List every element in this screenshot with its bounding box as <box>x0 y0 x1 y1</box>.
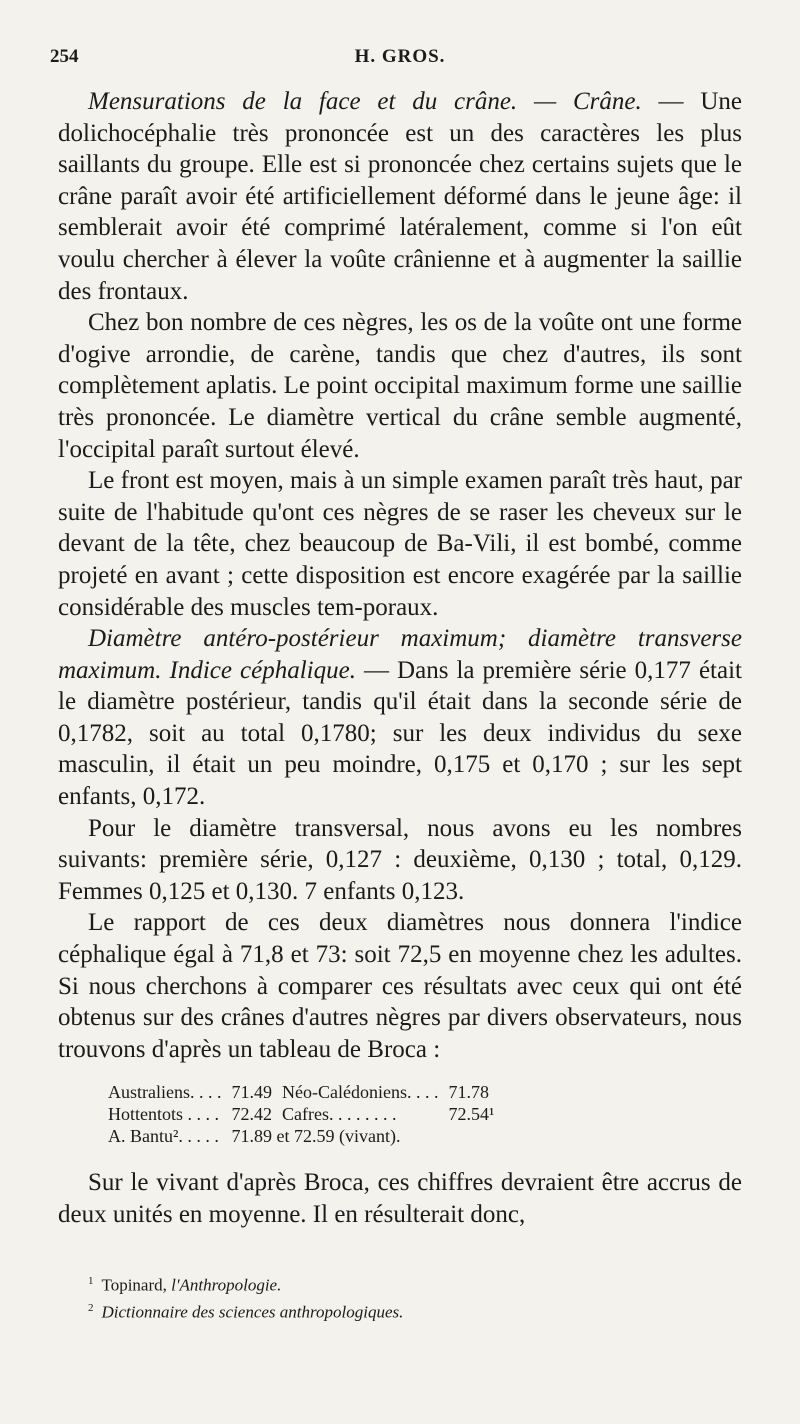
table-row <box>108 1103 504 1125</box>
table-cell: Cafres. . . . . . . . <box>281 1104 397 1125</box>
footnote-mark: 1 <box>88 1275 94 1287</box>
table-row <box>108 1125 504 1147</box>
paragraph-diametre-text: — Dans la première série 0,177 était le diamètre postérieur, tandis qu'il était dans la seconde série de 0,1782, soit au total 0,1780; sur les deux individus du sexe masculin, il était un peu moindre, 0,175 et 0,170 ; sur les sept enfants, 0,172. <box>58 656 742 811</box>
paragraph-front: Le front est moyen, mais à un simple examen paraît très haut, par suite de l'habitude qu'ont ces nègres de se raser les cheveux sur le devant de la tête, chez beaucoup de Ba-Vili, il est bombé, comme projeté en avant ; cette disposition est encore exagérée par la saillie considérable des muscles tem-poraux. <box>58 467 742 621</box>
table-cell: 71.89 et 72.59 (vivant). <box>231 1126 401 1147</box>
page-header <box>50 46 750 76</box>
table-cell: 72.54¹ <box>448 1104 495 1125</box>
section-heading-crane: Mensurations de la face et du crâne. — Crâne. <box>88 88 642 115</box>
paragraph-crane <box>58 86 742 307</box>
paragraph-vivant: Sur le vivant d'après Broca, ces chiffres devraient être accrus de deux unités en moyenne. Il en résulterait donc, <box>58 1169 742 1228</box>
paragraph-voute: Chez bon nombre de ces nègres, les os de la voûte ont une forme d'ogive arrondie, de carène, tandis que chez d'autres, ils sont complètement aplatis. Le point occipital maximum forme une saillie très prononcée. Le diamètre vertical du crâne semble augmenté, l'occipital paraît surtout élevé. <box>58 309 742 463</box>
footnote-mark: 2 <box>88 1301 94 1314</box>
paragraph-diametre <box>58 623 742 813</box>
paragraph-indice: Le rapport de ces deux diamètres nous donnera l'indice céphalique égal à 71,8 et 73: soit 72,5 en moyenne chez les adultes. Si nous cherchons à comparer ces résultats avec ceux qui ont été obtenus sur des crânes d'autres nègres par divers observateurs, nous trouvons d'après un tableau de Broca : <box>58 909 742 1063</box>
footnote-title: l'Anthropologie. <box>171 1275 282 1295</box>
section-heading-diametre: Diamètre antéro-postérieur maximum; diamètre transverse maximum. Indice céphalique. <box>58 625 742 684</box>
table-cell: 72.42 <box>231 1104 272 1125</box>
table-cell: Néo-Calédoniens. . . . <box>281 1082 439 1103</box>
table-cell: 71.49 <box>231 1082 272 1103</box>
table-row <box>108 1081 504 1103</box>
footnote-title: Dictionnaire des sciences anthropologiques. <box>101 1302 404 1322</box>
table-cell: Australiens. . . . <box>108 1082 222 1103</box>
cephalic-index-table <box>108 1081 504 1147</box>
table-cell: A. Bantu². . . . . <box>108 1126 219 1147</box>
paragraph-transversal: Pour le diamètre transversal, nous avons eu les nombres suivants: première série, 0,127 : deuxième, 0,130 ; total, 0,129. Femmes 0,125 et 0,130. 7 enfants 0,123. <box>58 814 742 905</box>
page-body <box>58 86 742 1231</box>
table-cell: Hottentots . . . . <box>108 1104 219 1125</box>
paragraph-crane-text: — Une dolichocéphalie très prononcée est un des caractères les plus saillants du groupe. Elle est si prononcée chez certains sujets que le crâne paraît avoir été artificiellement déformé dans le jeune âge: il semblerait avoir été comprimé latéralement, comme si l'on eût voulu chercher à élever la voûte crânienne et à augmenter la saillie des frontaux. <box>58 88 742 305</box>
footnote <box>88 1270 738 1297</box>
footnote <box>88 1297 738 1324</box>
footnote-text: Topinard, <box>101 1275 172 1295</box>
page-number: 254 <box>50 46 79 67</box>
running-head: H. GROS. <box>354 46 446 67</box>
table-cell: 71.78 <box>448 1082 489 1103</box>
footnotes <box>88 1270 738 1323</box>
